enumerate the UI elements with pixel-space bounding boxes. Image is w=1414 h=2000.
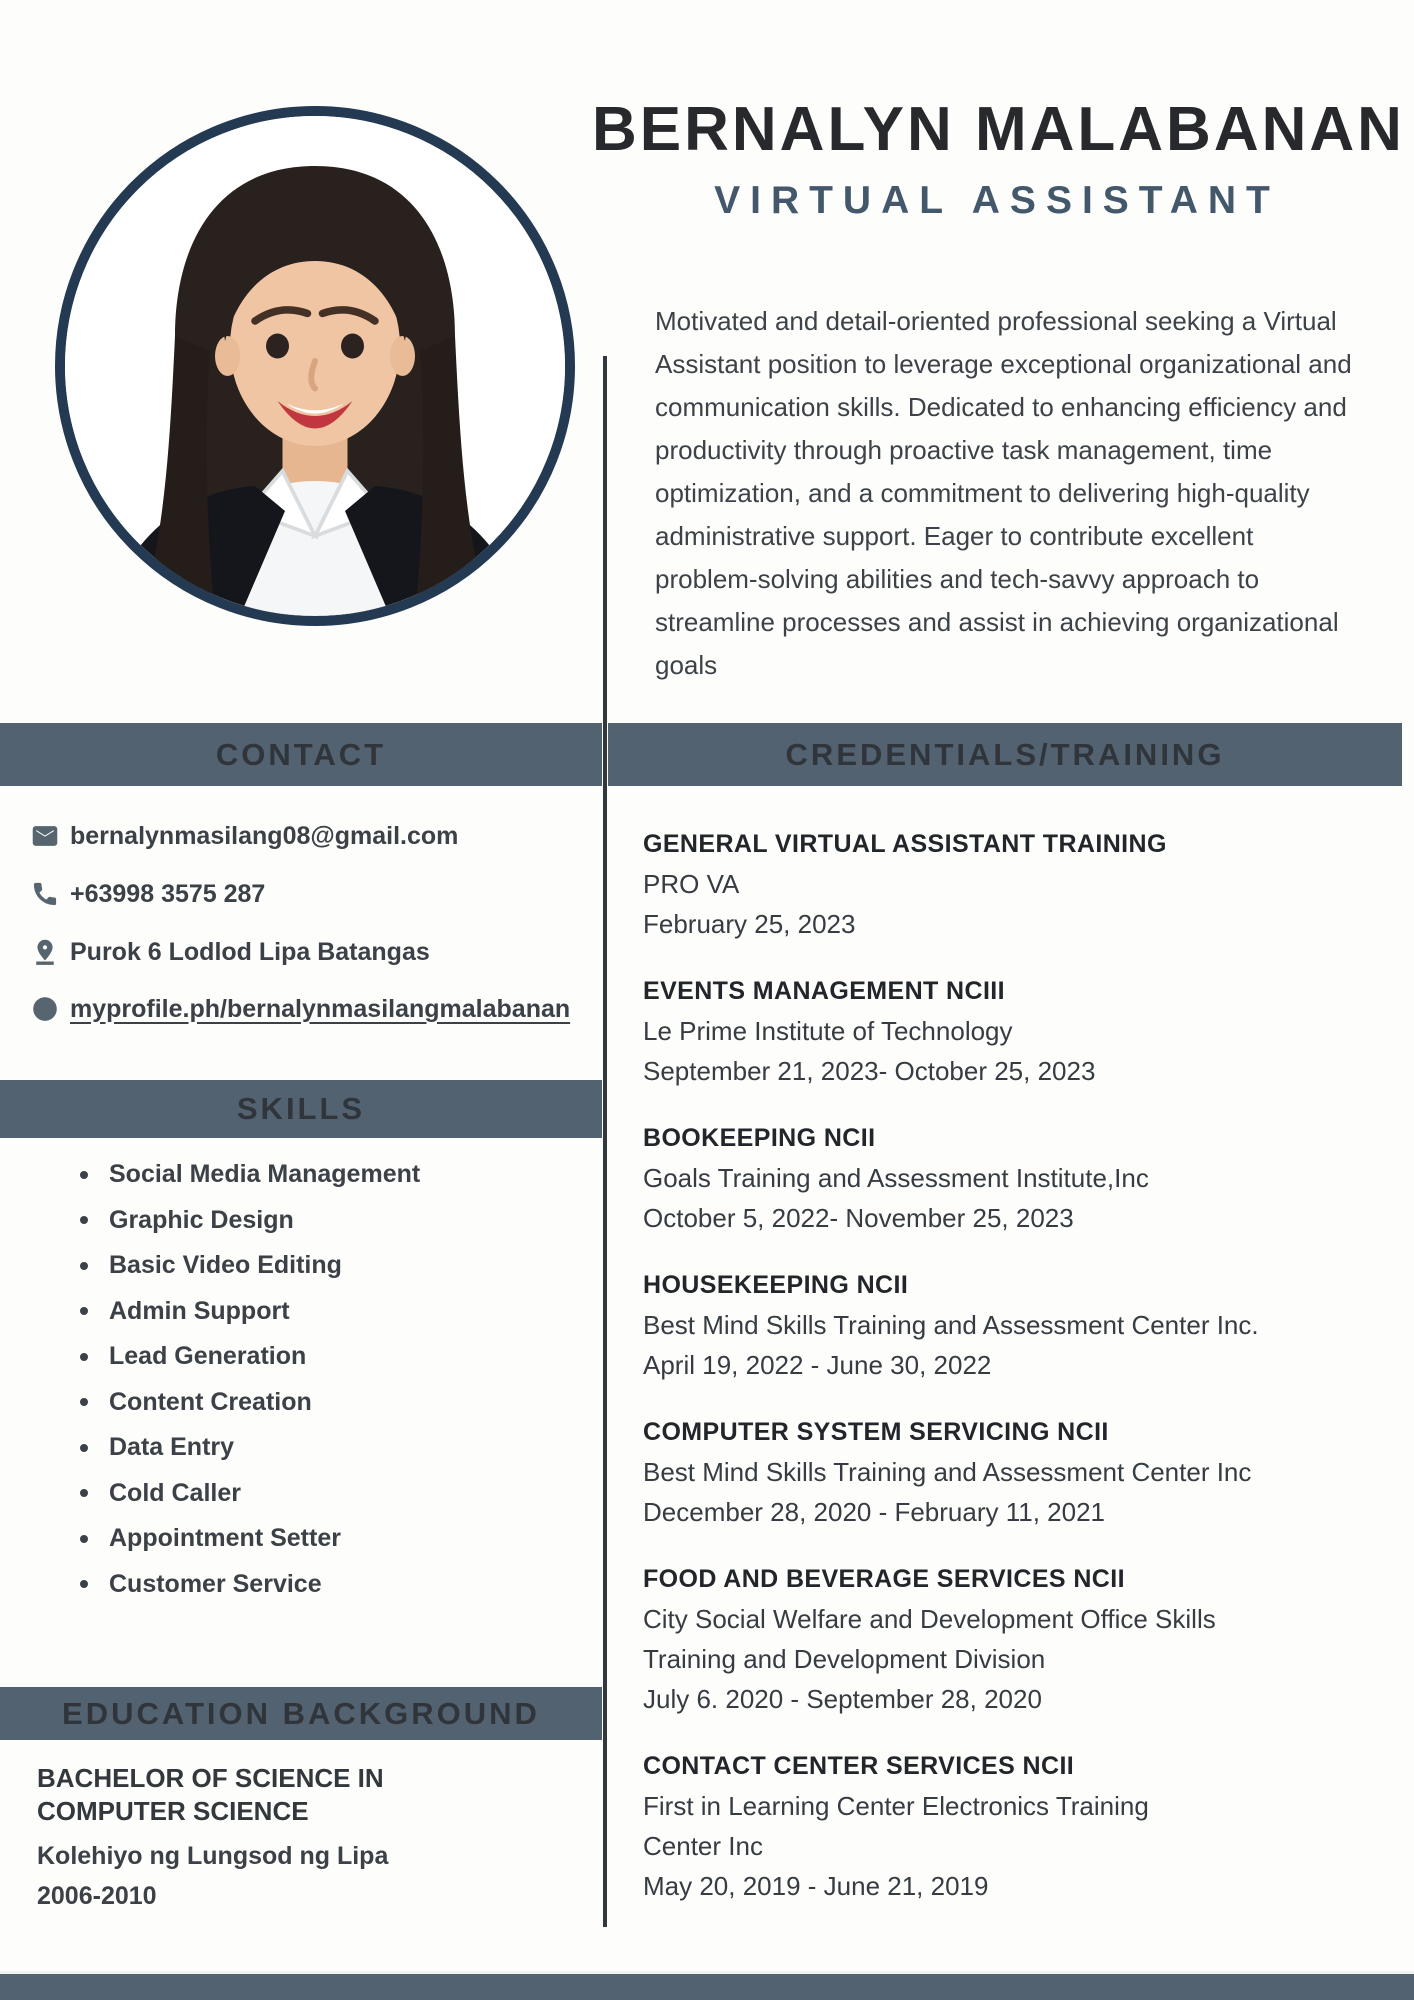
credential-title: HOUSEKEEPING NCII	[643, 1271, 909, 1299]
credential-entry	[643, 1412, 1363, 1532]
credential-entry	[643, 824, 1363, 944]
bullet-icon	[80, 1535, 88, 1543]
phone-value: +63998 3575 287	[70, 879, 266, 908]
credential-org: First in Learning Center Electronics Training	[643, 1791, 1149, 1821]
job-title: VIRTUAL ASSISTANT	[714, 179, 1280, 222]
skills-list	[80, 1152, 580, 1607]
bullet-icon	[80, 1171, 88, 1179]
phone-icon	[30, 879, 60, 909]
credential-entry	[643, 1118, 1363, 1238]
skill-label: Data Entry	[109, 1433, 235, 1462]
credential-title: GENERAL VIRTUAL ASSISTANT TRAINING	[643, 830, 1167, 858]
credential-title: COMPUTER SYSTEM SERVICING NCII	[643, 1418, 1109, 1446]
credential-date: September 21, 2023- October 25, 2023	[643, 1056, 1096, 1086]
credential-date: July 6. 2020 - September 28, 2020	[643, 1684, 1042, 1714]
skill-item	[80, 1562, 580, 1608]
address-value: Purok 6 Lodlod Lipa Batangas	[70, 937, 430, 966]
skill-item	[80, 1152, 580, 1198]
credential-org: Best Mind Skills Training and Assessment Center Inc.	[643, 1310, 1259, 1340]
credential-org: Le Prime Institute of Technology	[643, 1016, 1013, 1046]
skill-label: Customer Service	[109, 1569, 322, 1598]
education-entry	[37, 1762, 467, 1911]
credential-date: February 25, 2023	[643, 909, 856, 939]
website-link[interactable]: myprofile.ph/bernalynmasilangmalabanan	[70, 994, 571, 1023]
contact-address-row	[30, 935, 590, 969]
location-pin-icon	[30, 937, 60, 967]
profile-summary: Motivated and detail-oriented professional seeking a Virtual Assistant position to leverage exceptional organizational and communication skills. Dedicated to enhancing efficiency and productivity through proactive task management, time optimization, and a commitment to delivering high-quality administrative support. Eager to contribute excellent problem-solving abilities and tech-savvy approach to streamline processes and assist in achieving organizational goals	[655, 306, 1352, 680]
header	[592, 95, 1405, 224]
skill-label: Graphic Design	[109, 1205, 294, 1234]
skill-label: Admin Support	[109, 1296, 290, 1325]
profile-photo	[55, 106, 575, 626]
bullet-icon	[80, 1398, 88, 1406]
credential-org: Best Mind Skills Training and Assessment Center Inc	[643, 1457, 1252, 1487]
skill-item	[80, 1380, 580, 1426]
mail-icon	[30, 821, 60, 851]
credential-date: May 20, 2019 - June 21, 2019	[643, 1871, 989, 1901]
skill-label: Basic Video Editing	[109, 1251, 342, 1280]
skill-label: Social Media Management	[109, 1160, 421, 1189]
bullet-icon	[80, 1580, 88, 1588]
column-divider	[603, 356, 607, 1927]
degree-title: BACHELOR OF SCIENCE IN COMPUTER SCIENCE	[37, 1763, 384, 1826]
contact-email-row	[30, 819, 590, 853]
credential-org: Center Inc	[643, 1831, 763, 1861]
bullet-icon	[80, 1216, 88, 1224]
contact-website-row	[30, 992, 590, 1026]
skill-item	[80, 1334, 580, 1380]
education-section-header: EDUCATION BACKGROUND	[0, 1687, 602, 1740]
credential-org: City Social Welfare and Development Office Skills	[643, 1604, 1216, 1634]
skill-label: Content Creation	[109, 1387, 312, 1416]
school-name: Kolehiyo ng Lungsod ng Lipa	[37, 1842, 389, 1870]
credentials-section-header: CREDENTIALS/TRAINING	[608, 723, 1402, 786]
skill-label: Appointment Setter	[109, 1524, 341, 1553]
credential-title: FOOD AND BEVERAGE SERVICES NCII	[643, 1565, 1125, 1593]
bullet-icon	[80, 1444, 88, 1452]
skill-item	[80, 1289, 580, 1335]
credential-entry	[643, 1559, 1363, 1719]
bullet-icon	[80, 1307, 88, 1315]
credential-entry	[643, 1746, 1363, 1906]
contact-section-header: CONTACT	[0, 723, 602, 786]
credential-title: CONTACT CENTER SERVICES NCII	[643, 1752, 1075, 1780]
credential-date: December 28, 2020 - February 11, 2021	[643, 1497, 1106, 1527]
credential-org: Training and Development Division	[643, 1644, 1046, 1674]
footer-bar	[0, 1974, 1414, 2000]
email-value: bernalynmasilang08@gmail.com	[70, 821, 459, 850]
skill-item	[80, 1471, 580, 1517]
globe-icon	[30, 994, 60, 1024]
education-years: 2006-2010	[37, 1882, 157, 1910]
skill-item	[80, 1516, 580, 1562]
bullet-icon	[80, 1262, 88, 1270]
skill-item	[80, 1243, 580, 1289]
credential-org: Goals Training and Assessment Institute,Inc	[643, 1163, 1149, 1193]
skill-item	[80, 1425, 580, 1471]
contact-phone-row	[30, 877, 590, 911]
page-title: BERNALYN MALABANAN	[592, 95, 1405, 164]
credential-title: BOOKEEPING NCII	[643, 1124, 876, 1152]
credentials-list	[643, 824, 1363, 1933]
skills-section-header: SKILLS	[0, 1080, 602, 1138]
bullet-icon	[80, 1353, 88, 1361]
portrait-illustration	[65, 116, 565, 616]
skill-label: Cold Caller	[109, 1478, 241, 1507]
skill-label: Lead Generation	[109, 1342, 307, 1371]
credential-date: October 5, 2022- November 25, 2023	[643, 1203, 1074, 1233]
bullet-icon	[80, 1489, 88, 1497]
credential-date: April 19, 2022 - June 30, 2022	[643, 1350, 992, 1380]
credential-title: EVENTS MANAGEMENT NCIII	[643, 977, 1005, 1005]
skill-item	[80, 1198, 580, 1244]
credential-org: PRO VA	[643, 869, 740, 899]
credential-entry	[643, 971, 1363, 1091]
credential-entry	[643, 1265, 1363, 1385]
